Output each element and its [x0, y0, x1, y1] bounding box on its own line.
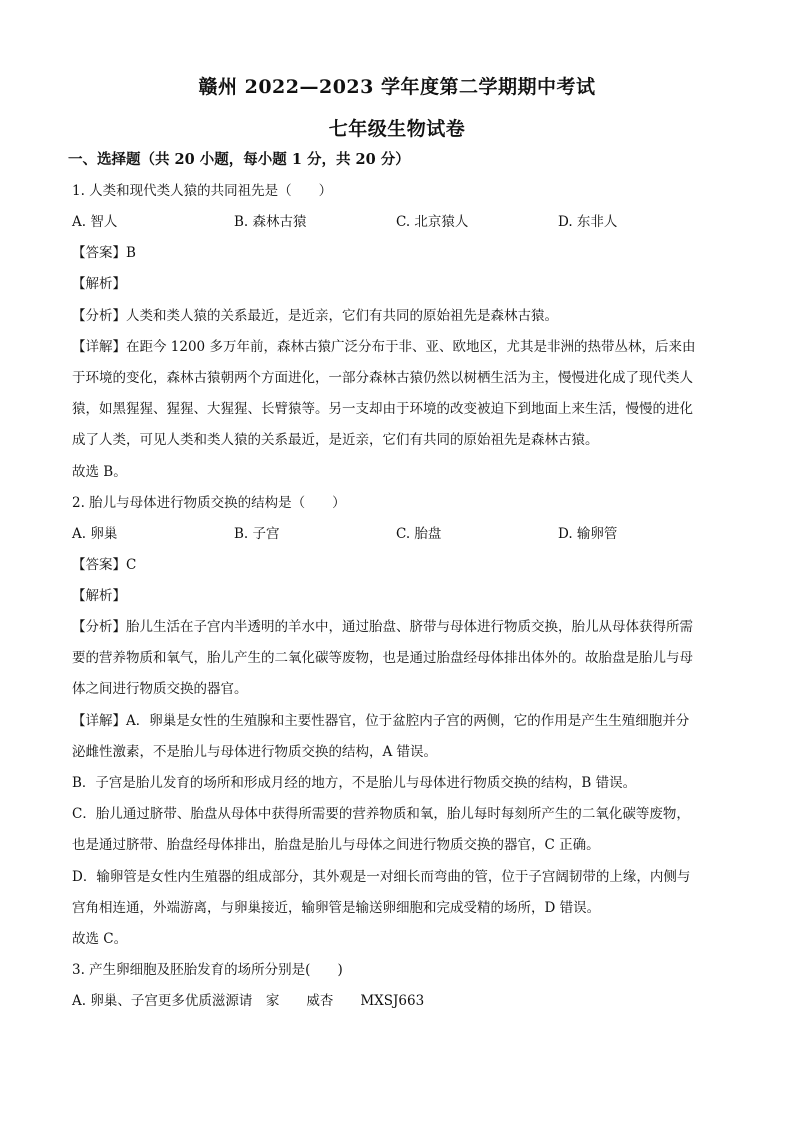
q2-fenxi-line1: [72, 617, 724, 637]
q1-option-a: A. 智人: [72, 214, 118, 230]
q3-stem: 3. 产生卵细胞及胚胎发育的场所分别是( ): [72, 962, 343, 978]
q2-fenxi-line3: 体之间进行物质交换的器官。: [72, 681, 248, 697]
q2-xiangjie-c-line1: C．胎儿通过脐带、胎盘从母体中获得所需要的营养物质和氧，胎儿每时每刻所产生的二氧化碳等废物，: [72, 806, 690, 822]
q3-option-a: A. 卵巢、子宫更多优质滋源请 家 威杏 MXSJ663: [72, 993, 425, 1009]
q2-fenxi-text1: 胎儿生活在子宫内半透明的羊水中，通过胎盘、脐带与母体进行物质交换，胎儿从母体获得所需: [126, 619, 693, 635]
q1-fenxi: [72, 306, 724, 326]
q2-xiangjie-a-text1: A．卵巢是女性的生殖腺和主要性器官，位于盆腔内子宫的两侧，它的作用是产生生殖细胞并分: [126, 713, 690, 729]
q2-stem: 2. 胎儿与母体进行物质交换的结构是（ ）: [72, 495, 346, 511]
q1-xiangjie-line3: 猿，如黑猩猩、猩猩、大猩猩、长臂猿等。另一支却由于环境的改变被迫下到地面上来生活，慢慢的进化: [72, 401, 693, 417]
q1-analysis-tag: 【解析】: [72, 276, 126, 292]
q1-option-c: C. 北京猿人: [396, 214, 469, 230]
q1-answer-value: B: [126, 245, 136, 261]
q2-answer-value: C: [126, 557, 137, 573]
q1-answer: [72, 243, 724, 263]
q1-fenxi-text: 人类和类人猿的关系最近，是近亲，它们有共同的原始祖先是森林古猿。: [126, 308, 558, 324]
q2-option-c: C. 胎盘: [396, 526, 442, 542]
q1-xiangjie-line2: 于环境的变化，森林古猿朝两个方面进化，一部分森林古猿仍然以树栖生活为主，慢慢进化成了现代类人: [72, 370, 693, 386]
fenxi-tag: 【分析】: [72, 308, 126, 324]
q1-xiangjie-line4: 成了人类，可见人类和类人猿的关系最近，是近亲，它们有共同的原始祖先是森林古猿。: [72, 432, 599, 448]
q2-fenxi-line2: 要的营养物质和氧气，胎儿产生的二氧化碳等废物，也是通过胎盘经母体排出体外的。故胎盘是胎儿与母: [72, 650, 693, 666]
section-heading: 一、选择题（共 20 小题，每小题 1 分，共 20 分）: [68, 151, 410, 168]
q1-options: [72, 212, 724, 232]
q1-stem: 1. 人类和现代类人猿的共同祖先是（ ）: [72, 183, 333, 199]
q2-xiangjie-d-line2: 宫角相连通，外端游离，与卵巢接近，输卵管是输送卵细胞和完成受精的场所，D 错误。: [72, 900, 601, 916]
answer-tag: 【答案】: [72, 557, 126, 573]
q2-xiangjie-b: B．子宫是胎儿发育的场所和形成月经的地方，不是胎儿与母体进行物质交换的结构，B 错误。: [72, 775, 637, 791]
q2-xiangjie-a-line1: [72, 711, 724, 731]
exam-title: 赣州 2022—2023 学年度第二学期期中考试: [198, 76, 596, 98]
q2-xiangjie-a-line2: 泌雌性激素，不是胎儿与母体进行物质交换的结构，A 错误。: [72, 744, 438, 760]
q1-option-d: D. 东非人: [558, 214, 618, 230]
q2-option-b: B. 子宫: [234, 526, 280, 542]
q2-answer: [72, 555, 724, 575]
xiangjie-tag: 【详解】: [72, 339, 126, 355]
q2-analysis-tag: 【解析】: [72, 588, 126, 604]
q1-xiangjie-text1: 在距今 1200 多万年前，森林古猿广泛分布于非、亚、欧地区，尤其是非洲的热带丛林，后来由: [126, 339, 696, 355]
q2-options: [72, 524, 724, 544]
fenxi-tag: 【分析】: [72, 619, 126, 635]
q2-option-a: A. 卵巢: [72, 526, 118, 542]
xiangjie-tag: 【详解】: [72, 713, 126, 729]
answer-tag: 【答案】: [72, 245, 126, 261]
q2-xiangjie-c-line2: 也是通过脐带、胎盘经母体排出，胎盘是胎儿与母体之间进行物质交换的器官，C 正确。: [72, 837, 600, 853]
q2-option-d: D. 输卵管: [558, 526, 618, 542]
q2-xiangjie-d-line1: D．输卵管是女性内生殖器的组成部分，其外观是一对细长而弯曲的管，位于子宫阔韧带的上缘，内侧与: [72, 869, 691, 885]
q1-xiangjie-line1: [72, 337, 724, 357]
q2-conclusion: 故选 C。: [72, 931, 128, 947]
q1-conclusion: 故选 B。: [72, 464, 127, 480]
q1-option-b: B. 森林古猿: [234, 214, 307, 230]
exam-subtitle: 七年级生物试卷: [328, 118, 466, 140]
